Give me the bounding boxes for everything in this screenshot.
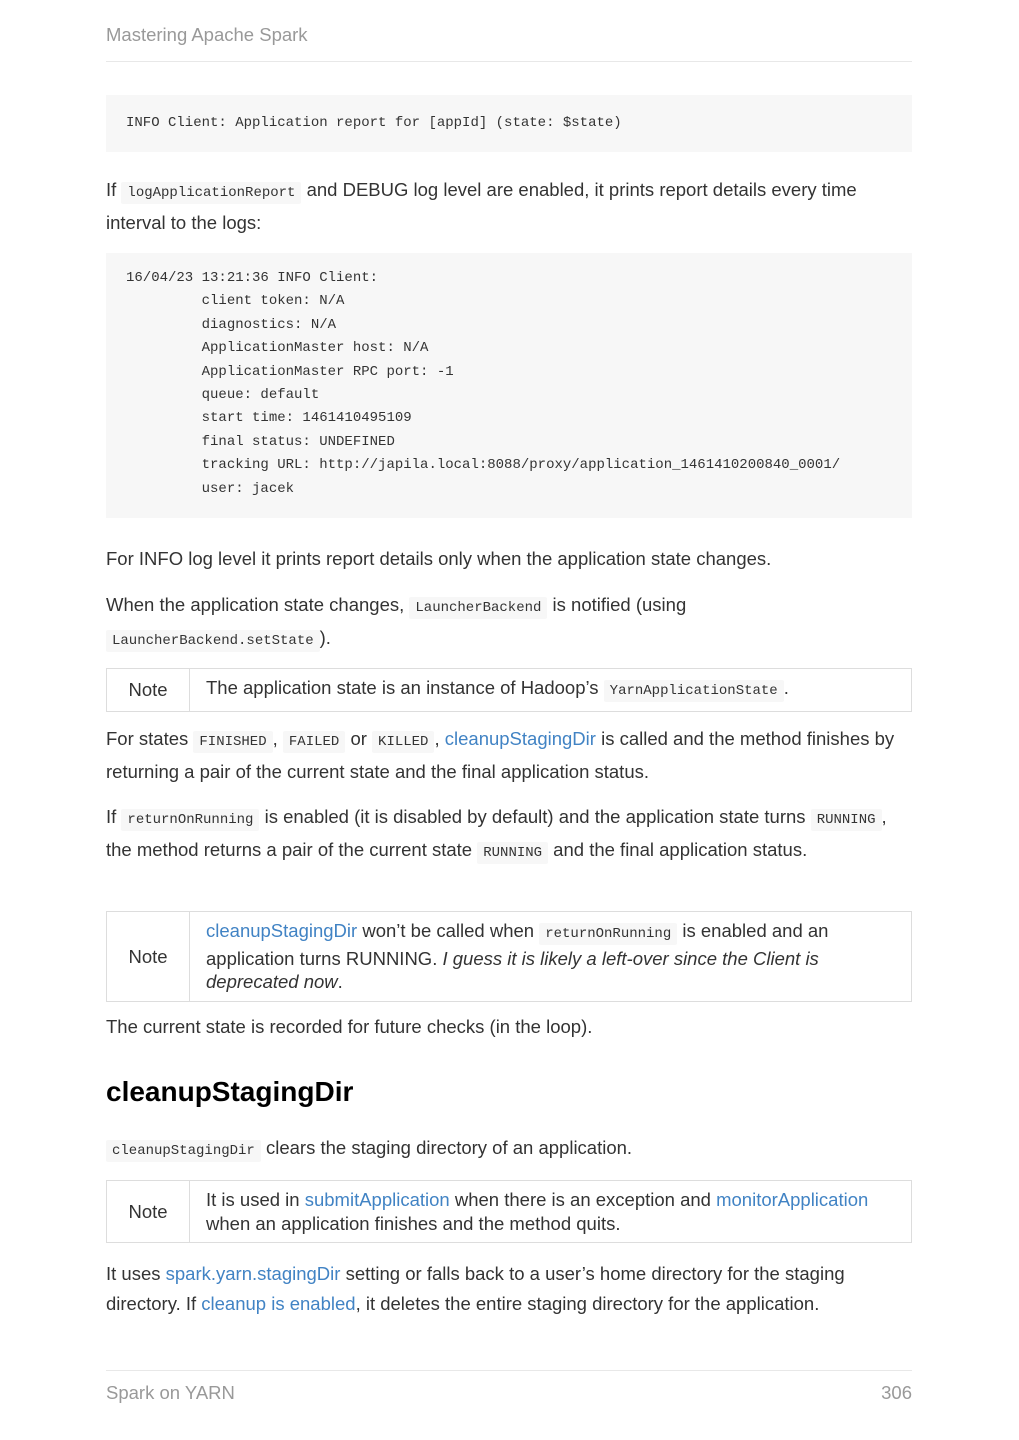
paragraph-state-changes <box>106 590 912 656</box>
text: is notified (using <box>547 594 687 615</box>
footer-section: Spark on YARN <box>106 1382 235 1403</box>
inline-code: logApplicationReport <box>121 182 301 204</box>
text: and DEBUG log level are enabled, it prints report details every time interval to the logs: <box>106 179 857 233</box>
text: or <box>345 728 373 749</box>
page-number: 306 <box>881 1382 912 1403</box>
note-content <box>190 1181 912 1243</box>
text: If <box>106 806 122 827</box>
link[interactable]: submitApplication <box>304 1189 450 1210</box>
text: If <box>106 179 122 200</box>
note-label: Note <box>107 912 190 1002</box>
text: ). <box>319 627 331 648</box>
paragraph-final-states <box>106 724 912 787</box>
link[interactable]: spark.yarn.stagingDir <box>165 1263 341 1284</box>
header-divider <box>106 61 912 62</box>
text: is enabled (it is disabled by default) and the application state turns <box>259 806 811 827</box>
inline-code: RUNNING <box>811 809 882 831</box>
text: when an application finishes and the method quits. <box>206 1212 621 1234</box>
text: setting or falls back to a user’s home directory for the staging directory. If <box>106 1263 845 1314</box>
text: . <box>337 971 343 992</box>
text: clears the staging directory of an application. <box>260 1137 633 1158</box>
inline-code: FINISHED <box>193 731 272 753</box>
text: won’t be called when <box>357 920 540 941</box>
note-box <box>106 668 912 712</box>
running-header: Mastering Apache Spark <box>106 24 308 45</box>
note-content <box>190 669 912 712</box>
note-content <box>190 912 912 1002</box>
paragraph-staging-dir <box>106 1259 912 1319</box>
code-block-log-output: 16/04/23 13:21:36 INFO Client: client token: N/A diagnostics: N/A ApplicationMaster host: N/A ApplicationMaster RPC port: -1 queue: default start time: 1461410495109 final status: UNDEFINED tracking URL: http://japila.local:8088/proxy/application_1461410200840_0001/ user: jacek <box>106 253 912 518</box>
note-label: Note <box>107 669 190 712</box>
note-box <box>106 911 912 1002</box>
note-label: Note <box>107 1181 190 1243</box>
inline-code: LauncherBackend.setState <box>106 630 320 652</box>
paragraph-debug-report <box>106 175 912 238</box>
link[interactable]: cleanupStagingDir <box>444 728 596 749</box>
section-heading: cleanupStagingDir <box>106 1076 354 1107</box>
inline-code: KILLED <box>372 731 434 753</box>
inline-code: FAILED <box>283 731 345 753</box>
paragraph-info-level <box>106 544 912 574</box>
text: It is used in <box>206 1189 305 1210</box>
code-block-app-report: INFO Client: Application report for [appId] (state: $state) <box>106 95 912 152</box>
text: For INFO log level it prints report details only when the application state changes. <box>106 548 772 569</box>
text: . <box>783 677 789 698</box>
paragraph-current-state <box>106 1012 912 1042</box>
text: , the method returns a pair of the current state <box>106 806 887 860</box>
text: , it deletes the entire staging directory for the application. <box>355 1293 820 1314</box>
text: For states <box>106 728 194 749</box>
text: When the application state changes, <box>106 594 410 615</box>
page-footer <box>106 1382 912 1404</box>
emphasis-text: I guess it is likely a left-over since the Client is deprecated now <box>206 947 819 992</box>
footer-divider <box>106 1370 912 1371</box>
inline-code: cleanupStagingDir <box>106 1140 261 1162</box>
paragraph-return-on-running <box>106 802 912 868</box>
text: , <box>434 728 445 749</box>
text: The current state is recorded for future checks (in the loop). <box>106 1016 593 1037</box>
text: The application state is an instance of Hadoop’s <box>206 677 604 698</box>
link[interactable]: cleanupStagingDir <box>206 920 358 941</box>
inline-code: LauncherBackend <box>409 597 547 619</box>
inline-code: RUNNING <box>477 842 548 864</box>
inline-code: returnOnRunning <box>539 923 677 945</box>
link[interactable]: cleanup is enabled <box>201 1293 356 1314</box>
note-box <box>106 1180 912 1243</box>
inline-code: returnOnRunning <box>121 809 259 831</box>
text: when there is an exception and <box>449 1189 717 1210</box>
text: and the final application status. <box>548 839 808 860</box>
text: is called and the method finishes by returning a pair of the current state and the final application status. <box>106 728 895 782</box>
text: is enabled and an application turns RUNNING. <box>206 920 829 969</box>
text: It uses <box>106 1263 166 1284</box>
link[interactable]: monitorApplication <box>716 1189 869 1210</box>
inline-code: YarnApplicationState <box>604 680 784 702</box>
text: , <box>272 728 283 749</box>
paragraph-cleanup-intro <box>106 1133 912 1166</box>
